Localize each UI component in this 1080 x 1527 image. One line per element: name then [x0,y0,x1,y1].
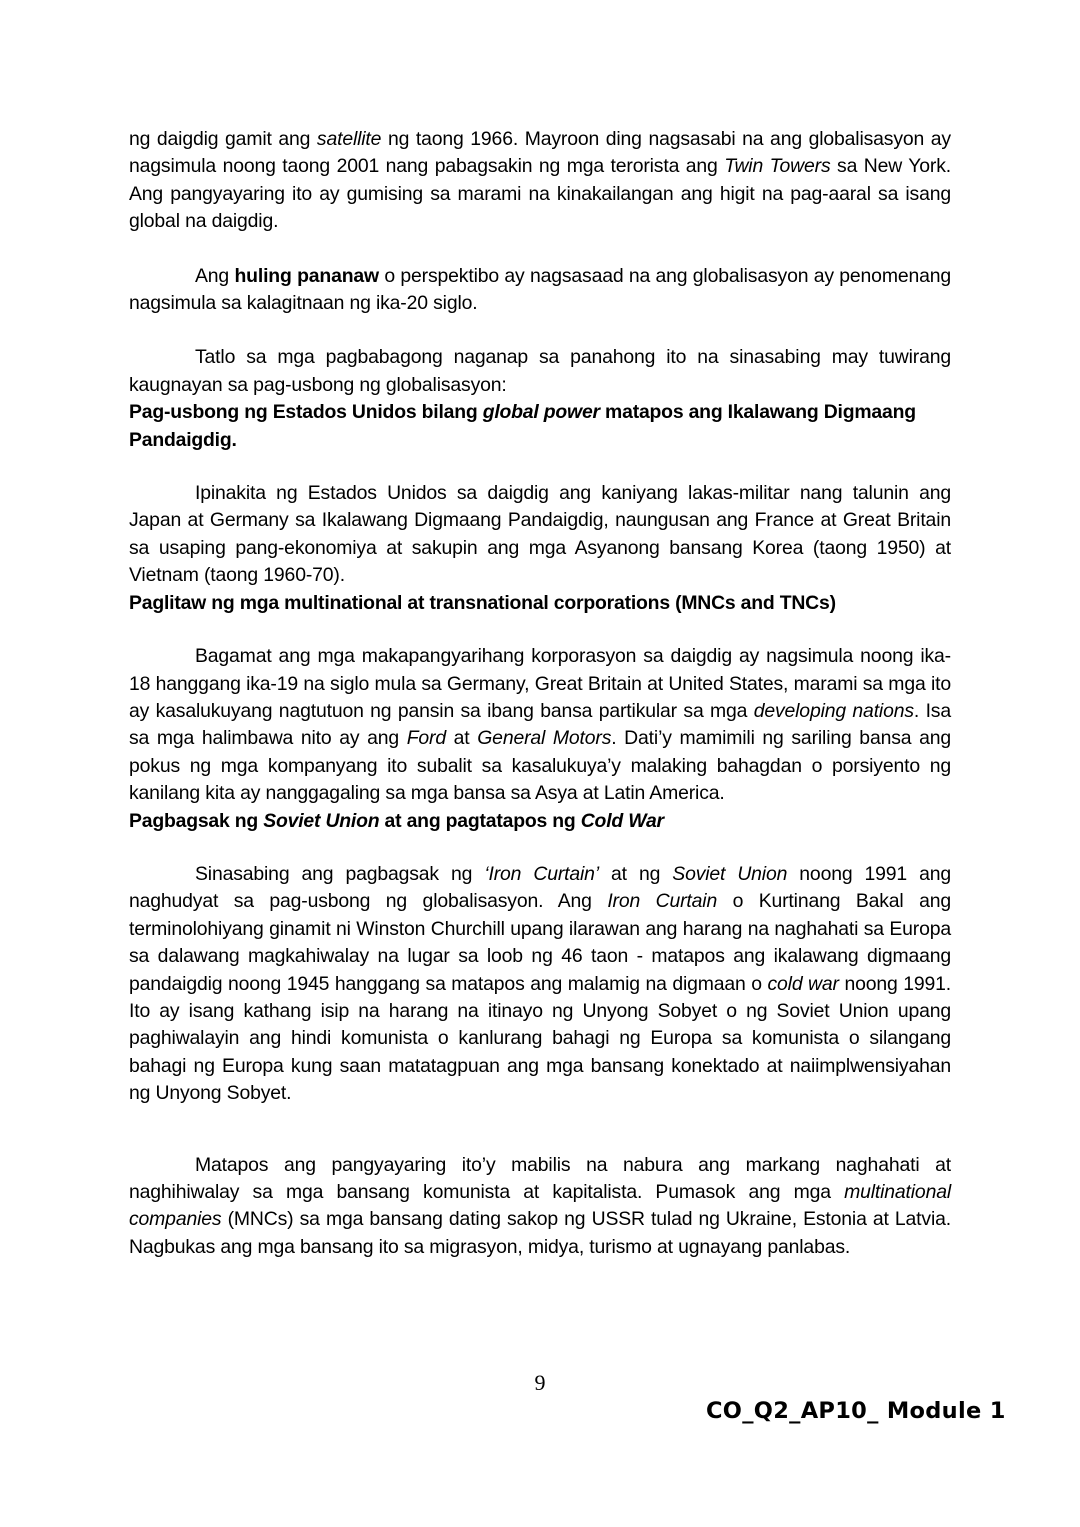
text-run-bold: Pag-usbong ng Estados Unidos bilang [129,401,483,424]
text-run-italic: satellite [316,128,382,150]
text-run: o perspektibo ay nagsasaad na ang globalisasyon ay penomenang nagsimula sa kalagitnaan ng ika-20 siglo. [129,264,951,315]
paragraph-ipinakita [129,480,951,590]
text-run: Ipinakita ng Estados Unidos sa daigdig ang kaniyang lakas-militar nang talunin ang Japan at Germany sa Ikalawang Digmaang Pandaigdig, naungusan ang France at Great Britain sa usaping pang-ekonomiya at sakupin ang mga Asyanong bansang Korea (taong 1950) at Vietnam (taong 1960-70). [129,482,951,587]
text-run-italic: General Motors [477,727,612,750]
text-run: . Dati’y mamimili ng sariling bansa ang pokus ng mga kompanyang ito subalit sa kasalukuya’y malaking bahagdan o porsiyento ng kanilang kita ay nanggagaling sa mga bansa sa Asya at Latin America. [129,727,951,805]
page-content [129,126,951,1261]
text-run: ng daigdig gamit ang [129,128,317,150]
text-run: Ang [195,264,235,287]
paragraph-bagamat [129,643,951,807]
paragraph-tatlo-intro [129,344,951,399]
paragraph-huling-pananaw [129,263,951,318]
footer-module-label: CO_Q2_AP10_ Module 1 [706,1398,1006,1424]
text-run: Tatlo sa mga pagbabagong naganap sa panahong ito na sinasabing may tuwirang kaugnayan sa pag-usbong ng globalisasyon: [129,346,951,396]
section-heading-pagbagsak [129,808,951,835]
text-run-italic: developing nations [753,699,914,722]
paragraph-continuation [129,126,951,236]
text-run: at ng [598,862,673,885]
paragraph-sinasabing [129,861,951,1108]
text-run-bold: huling pananaw [234,264,379,287]
text-run: o Kurtinang Bakal ang terminolohiyang ginamit ni Winston Churchill upang ilarawan ang harang na naghahati sa Europa sa dalawang magkahiwalay na lugar sa loob ng 46 taon - matapos ang ikalawang digmaang pandaigdig noong 1945 hanggang sa matapos ang malamig na digmaan o [129,890,951,995]
text-run: noong 1991 ang naghudyat sa pag-usbong ng globalisasyon. Ang [129,862,952,913]
section-heading-paglitaw [129,590,951,617]
text-run: (MNCs) sa mga bansang dating sakop ng USSR tulad ng Ukraine, Estonia at Latvia. Nagbukas ang mga bansang ito sa migrasyon, midya, turismo at ugnayang panlabas. [129,1208,951,1258]
text-run-italic: Soviet Union [672,862,788,885]
text-run: . Isa sa mga halimbawa nito ay ang [129,699,951,750]
text-run-italic: Ford [406,727,446,750]
text-run-bold: Paglitaw ng mga multinational at transnational corporations (MNCs and TNCs) [129,591,836,614]
text-run-italic: cold war [767,972,839,995]
text-run: sa New York. Ang pangyayaring ito ay gumising sa marami na kinakailangan ang higit na pag-aaral sa isang global na daigdig. [129,155,952,233]
text-run-italic: ‘Iron Curtain’ [484,862,599,885]
text-run-italic: multinational companies [129,1181,951,1231]
text-run: at [445,727,478,750]
text-run-bold-italic: global power [482,401,600,424]
text-run: Bagamat ang mga makapangyarihang korporasyon sa daigdig ay nagsimula noong ika-18 hanggang ika-19 na siglo mula sa Germany, Great Britain at United States, marami sa mga ito ay kasalukuyang nagtutuon ng pansin sa ibang bansa partikular sa mga [129,645,951,722]
text-run: ng taong 1966. Mayroon ding nagsasabi na ang globalisasyon ay nagsimula noong taong 2001 nang pabagsakin ng mga terorista ang [129,128,951,178]
text-run: Sinasabing ang pagbagsak ng [195,862,485,885]
section-heading-pag-usbong [129,399,951,454]
text-run-bold: at ang pagtatapos ng [379,809,581,832]
text-run-bold-italic: Soviet Union [263,809,380,832]
text-run-bold: matapos ang Ikalawang Digmaang Pandaigdig. [129,401,916,451]
text-run-italic: Iron Curtain [607,890,718,913]
text-run: Matapos ang pangyayaring ito’y mabilis na nabura ang markang naghahati at naghihiwalay sa mga bansang komunista at kapitalista. Pumasok ang mga [129,1153,951,1203]
text-run-bold-italic: Cold War [580,809,664,832]
text-run-bold: Pagbagsak ng [129,809,264,832]
paragraph-matapos [129,1152,951,1262]
text-run-italic: Twin Towers [724,155,831,178]
page-number: 9 [534,1370,546,1395]
text-run: noong 1991. Ito ay isang kathang isip na harang na itinayo ng Unyong Sobyet o ng Soviet Union upang paghiwalayin ang hindi komunista o kanlurang bahagi ng Europa sa komunista o silangang bahagi ng Europa kung saan matatagpuan ang mga bansang konektado at naiimplwensiyahan ng Unyong Sobyet. [129,972,951,1105]
